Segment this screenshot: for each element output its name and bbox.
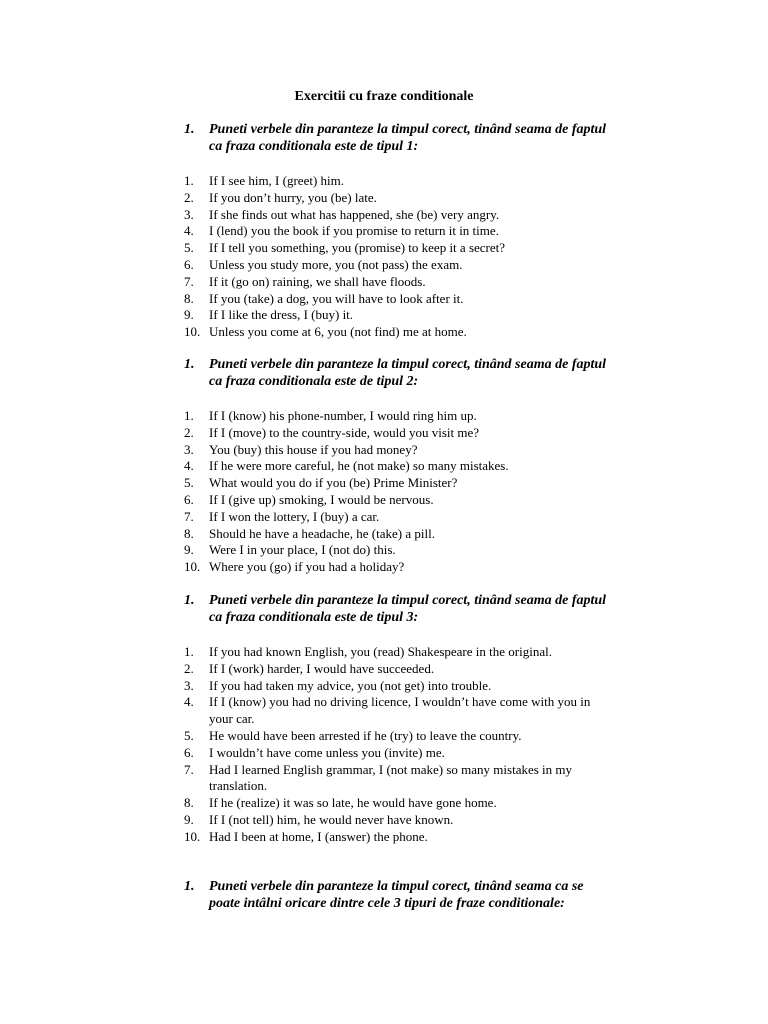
list-item <box>0 173 768 190</box>
item-text: If I (work) harder, I would have succeeded. <box>209 660 435 676</box>
item-text: If I (know) his phone-number, I would ring him up. <box>209 408 477 423</box>
item-number: 9. <box>184 307 194 323</box>
item-number: 5. <box>184 727 194 743</box>
item-text: Where you (go) if you had a holiday? <box>209 559 405 575</box>
item-number: 5. <box>184 240 194 256</box>
item-number: 9. <box>184 542 194 558</box>
section-instruction: Puneti verbele din paranteze la timpul corect, tinând seama de faptul ca fraza conditionala este de tipul 2: <box>209 357 607 389</box>
section-number: 1. <box>184 879 195 894</box>
item-text: If I (not tell) him, he would never have known. <box>209 811 454 827</box>
list-item <box>0 542 768 559</box>
list-item <box>0 762 768 796</box>
item-number: 7. <box>184 761 194 777</box>
item-text: If I (move) to the country-side, would you visit me? <box>209 424 480 440</box>
exercise-list <box>0 173 768 341</box>
list-item <box>0 274 768 291</box>
item-text: Unless you come at 6, you (not find) me at home. <box>209 324 467 340</box>
item-number: 1. <box>184 173 194 188</box>
exercise-list <box>0 644 768 846</box>
list-item <box>0 492 768 509</box>
item-text: If he (realize) it was so late, he would have gone home. <box>209 795 497 811</box>
item-number: 8. <box>184 795 194 811</box>
item-text: If you don’t hurry, you (be) late. <box>209 189 377 205</box>
item-number: 10. <box>184 324 201 340</box>
list-item <box>0 728 768 745</box>
list-item <box>0 257 768 274</box>
item-number: 2. <box>184 189 194 205</box>
item-number: 4. <box>184 694 194 710</box>
item-number: 3. <box>184 441 194 457</box>
item-text: If she finds out what has happened, she (be) very angry. <box>209 206 500 222</box>
list-item <box>0 324 768 341</box>
item-number: 8. <box>184 525 194 541</box>
item-number: 1. <box>184 644 194 659</box>
item-text: You (buy) this house if you had money? <box>209 441 418 457</box>
section-heading <box>0 356 768 390</box>
item-text: If it (go on) raining, we shall have floods. <box>209 273 426 289</box>
exercise-section-type-1 <box>0 121 768 341</box>
list-item <box>0 559 768 576</box>
item-text: If I won the lottery, I (buy) a car. <box>209 508 380 524</box>
item-number: 9. <box>184 811 194 827</box>
item-text: What would you do if you (be) Prime Minister? <box>209 475 458 491</box>
list-item <box>0 526 768 543</box>
item-text: If he were more careful, he (not make) so many mistakes. <box>209 458 509 474</box>
item-text: If I (give up) smoking, I would be nervous. <box>209 491 434 507</box>
section-number: 1. <box>184 357 195 372</box>
section-heading <box>0 592 768 626</box>
section-number: 1. <box>184 593 195 608</box>
item-number: 4. <box>184 458 194 474</box>
list-item <box>0 223 768 240</box>
item-number: 10. <box>184 828 201 844</box>
section-heading <box>0 121 768 155</box>
list-item <box>0 475 768 492</box>
list-item <box>0 795 768 812</box>
list-item <box>0 829 768 846</box>
item-text: Were I in your place, I (not do) this. <box>209 542 396 558</box>
exercise-section-mixed <box>0 878 768 912</box>
list-item <box>0 291 768 308</box>
item-text: If you had known English, you (read) Shakespeare in the original. <box>209 644 552 659</box>
item-text: He would have been arrested if he (try) to leave the country. <box>209 727 522 743</box>
document-title: Exercitii cu fraze conditionale <box>294 89 474 104</box>
exercise-section-type-2 <box>0 356 768 576</box>
item-text: If you had taken my advice, you (not get) into trouble. <box>209 677 492 693</box>
item-text: Had I learned English grammar, I (not make) so many mistakes in my translation. <box>209 761 573 794</box>
item-number: 4. <box>184 223 194 239</box>
section-instruction: Puneti verbele din paranteze la timpul corect, tinând seama ca se poate intâlni oricare dintre cele 3 tipuri de fraze conditionale: <box>209 879 584 911</box>
item-text: If you (take) a dog, you will have to look after it. <box>209 290 464 306</box>
list-item <box>0 307 768 324</box>
item-number: 8. <box>184 290 194 306</box>
item-text: If I like the dress, I (buy) it. <box>209 307 354 323</box>
item-text: Should he have a headache, he (take) a pill. <box>209 525 435 541</box>
section-number: 1. <box>184 122 195 137</box>
list-item <box>0 812 768 829</box>
item-number: 2. <box>184 424 194 440</box>
exercise-section-type-3 <box>0 592 768 846</box>
list-item <box>0 408 768 425</box>
item-text: I wouldn’t have come unless you (invite) me. <box>209 744 445 760</box>
item-number: 7. <box>184 273 194 289</box>
item-text: I (lend) you the book if you promise to return it in time. <box>209 223 499 239</box>
list-item <box>0 190 768 207</box>
list-item <box>0 694 768 728</box>
section-heading <box>0 878 768 912</box>
item-text: Had I been at home, I (answer) the phone. <box>209 828 428 844</box>
item-number: 6. <box>184 491 194 507</box>
list-item <box>0 678 768 695</box>
exercise-list <box>0 408 768 576</box>
list-item <box>0 240 768 257</box>
item-text: Unless you study more, you (not pass) the exam. <box>209 256 463 272</box>
item-text: If I see him, I (greet) him. <box>209 173 345 188</box>
list-item <box>0 207 768 224</box>
item-text: If I tell you something, you (promise) to keep it a secret? <box>209 240 506 256</box>
section-instruction: Puneti verbele din paranteze la timpul corect, tinând seama de faptul ca fraza conditionala este de tipul 3: <box>209 593 607 625</box>
item-number: 6. <box>184 256 194 272</box>
section-instruction: Puneti verbele din paranteze la timpul corect, tinând seama de faptul ca fraza conditionala este de tipul 1: <box>209 122 607 154</box>
list-item <box>0 745 768 762</box>
item-text: If I (know) you had no driving licence, I wouldn’t have come with you in your car. <box>209 694 591 727</box>
list-item <box>0 425 768 442</box>
list-item <box>0 661 768 678</box>
list-item <box>0 509 768 526</box>
item-number: 7. <box>184 508 194 524</box>
item-number: 6. <box>184 744 194 760</box>
item-number: 3. <box>184 677 194 693</box>
item-number: 5. <box>184 475 194 491</box>
list-item <box>0 458 768 475</box>
list-item <box>0 442 768 459</box>
item-number: 3. <box>184 206 194 222</box>
item-number: 2. <box>184 660 194 676</box>
item-number: 10. <box>184 559 201 575</box>
item-number: 1. <box>184 408 194 423</box>
list-item <box>0 644 768 661</box>
